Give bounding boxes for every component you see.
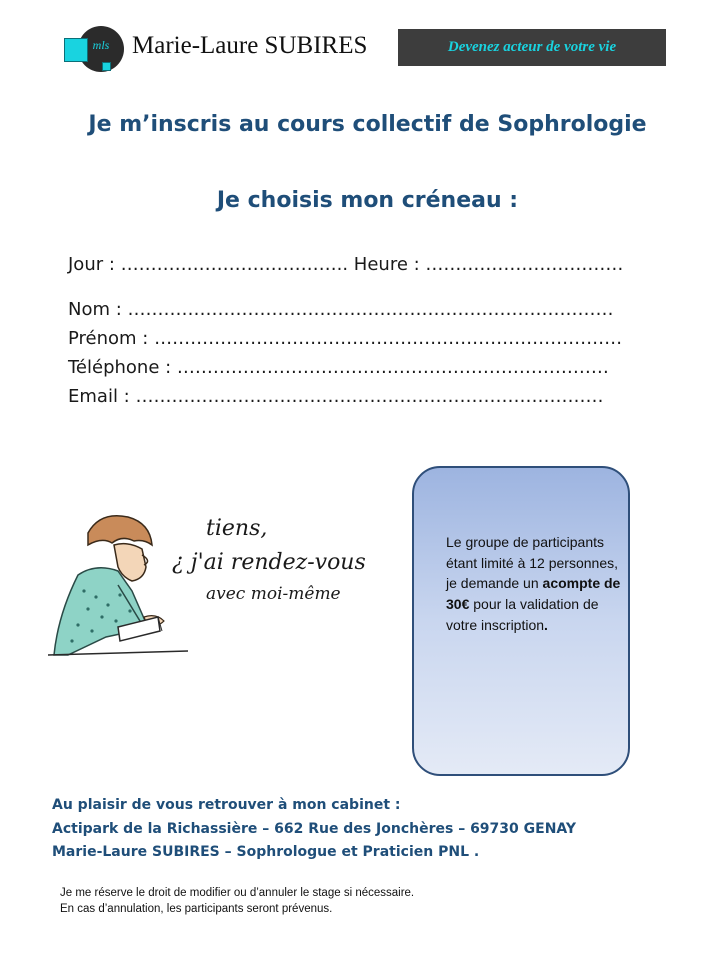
deposit-text-end: . bbox=[544, 616, 548, 633]
prenom-field[interactable]: Prénom : …………………………………………………………………… bbox=[68, 328, 623, 349]
footer-greeting: Au plaisir de vous retrouver à mon cabinet : bbox=[52, 797, 401, 813]
page-title: Je m’inscris au cours collectif de Sophrologie bbox=[88, 112, 647, 137]
illustration-caption-line2: ¿ j'ai rendez-vous bbox=[172, 550, 366, 575]
telephone-field[interactable]: Téléphone : ……………………………………………………………… bbox=[68, 357, 609, 378]
notice-line-1: Je me réserve le droit de modifier ou d’annuler le stage si nécessaire. bbox=[60, 887, 415, 899]
email-field[interactable]: Email : …………………………………………………………………… bbox=[68, 386, 604, 407]
footer-address: Actipark de la Richassière – 662 Rue des Jonchères – 69730 GENAY bbox=[52, 821, 577, 837]
tagline-banner bbox=[398, 29, 666, 66]
footer-practitioner: Marie-Laure SUBIRES – Sophrologue et Praticien PNL . bbox=[52, 844, 480, 860]
logo-initials: mls bbox=[92, 38, 110, 52]
reading-person-illustration bbox=[48, 505, 403, 670]
tagline-text: Devenez acteur de votre vie bbox=[447, 39, 617, 55]
illustration-caption-line3: avec moi-même bbox=[206, 584, 341, 604]
nom-field[interactable]: Nom : ……………………………………………………………………… bbox=[68, 299, 614, 320]
notice-line-2: En cas d’annulation, les participants seront prévenus. bbox=[60, 903, 333, 915]
deposit-text-after: pour la validation de votre inscription bbox=[446, 596, 599, 633]
illustration-caption-line1: tiens, bbox=[206, 516, 268, 541]
page-subtitle: Je choisis mon créneau : bbox=[216, 188, 519, 213]
deposit-amount: acompte de 30€ bbox=[446, 575, 621, 613]
deposit-text-before: Le groupe de participants étant limité à 12 personnes, je demande un bbox=[446, 534, 618, 592]
brand-name: Marie-Laure SUBIRES bbox=[132, 32, 368, 59]
day-time-field[interactable]: Jour : ……………………………….. Heure : …………………………… bbox=[68, 254, 624, 275]
logo-square-small bbox=[102, 62, 111, 71]
deposit-info-text bbox=[446, 532, 626, 636]
